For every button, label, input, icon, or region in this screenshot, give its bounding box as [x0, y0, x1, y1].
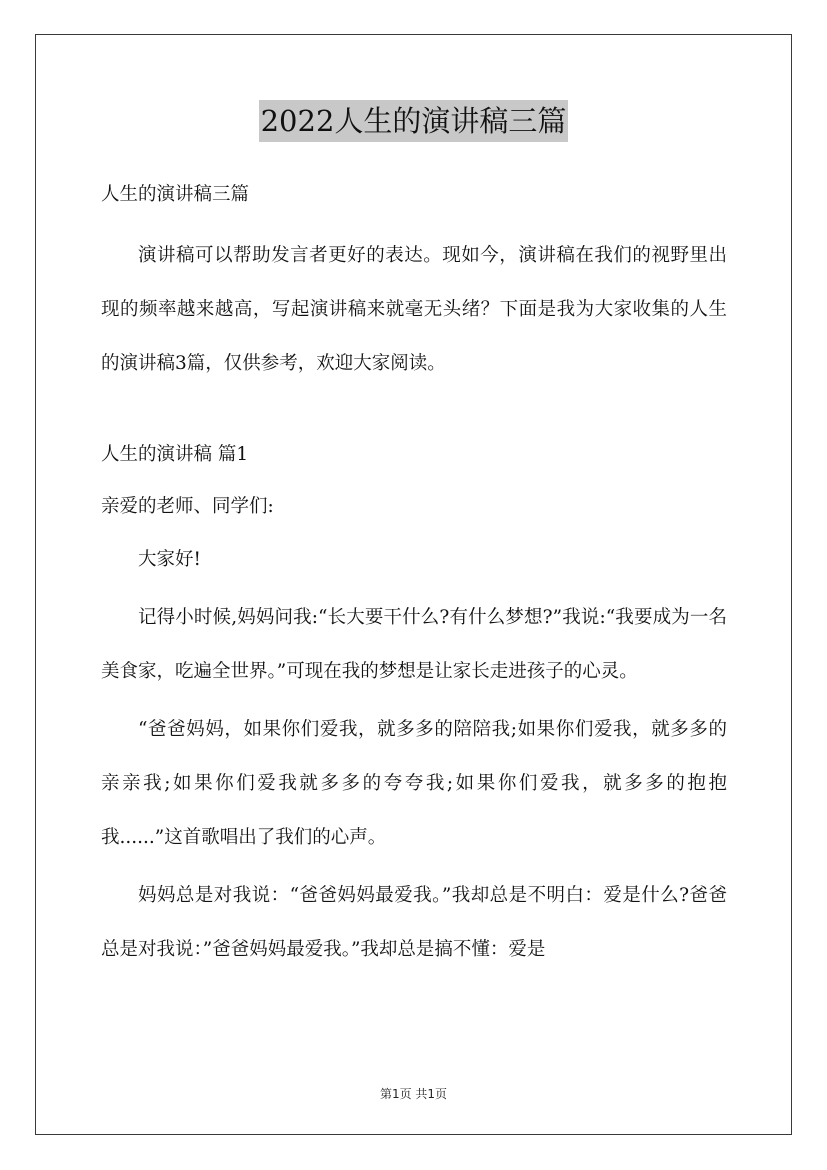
document-title: 2022人生的演讲稿三篇	[259, 100, 569, 142]
document-body	[101, 175, 727, 977]
section-heading: 人生的演讲稿 篇1	[101, 444, 249, 465]
body-paragraph: “爸爸妈妈，如果你们爱我，就多多的陪陪我;如果你们爱我，就多多的亲亲我;如果你们爱我就多多的夸夸我;如果你们爱我，就多多的抱抱我......”这首歌唱出了我们的心声。	[101, 719, 727, 848]
intro-paragraph: 演讲稿可以帮助发言者更好的表达。现如今，演讲稿在我们的视野里出现的频率越来越高，写起演讲稿来就毫无头绪？下面是我为大家收集的人生的演讲稿3篇，仅供参考，欢迎大家阅读。	[101, 245, 727, 374]
greeting: 大家好!	[138, 549, 201, 570]
title-container	[0, 100, 827, 142]
body-paragraph: 妈妈总是对我说：“爸爸妈妈最爱我。”我却总是不明白：爱是什么?爸爸总是对我说：”爸爸妈妈最爱我。”我却总是搞不懂：爱是	[101, 885, 727, 960]
body-paragraph: 记得小时候,妈妈问我:“长大要干什么?有什么梦想?”我说:“我要成为一名美食家，吃遍全世界。”可现在我的梦想是让家长走进孩子的心灵。	[101, 607, 727, 682]
page-footer: 第1页 共1页	[379, 1087, 448, 1101]
subtitle: 人生的演讲稿三篇	[101, 184, 250, 205]
salutation: 亲爱的老师、同学们:	[101, 496, 274, 517]
